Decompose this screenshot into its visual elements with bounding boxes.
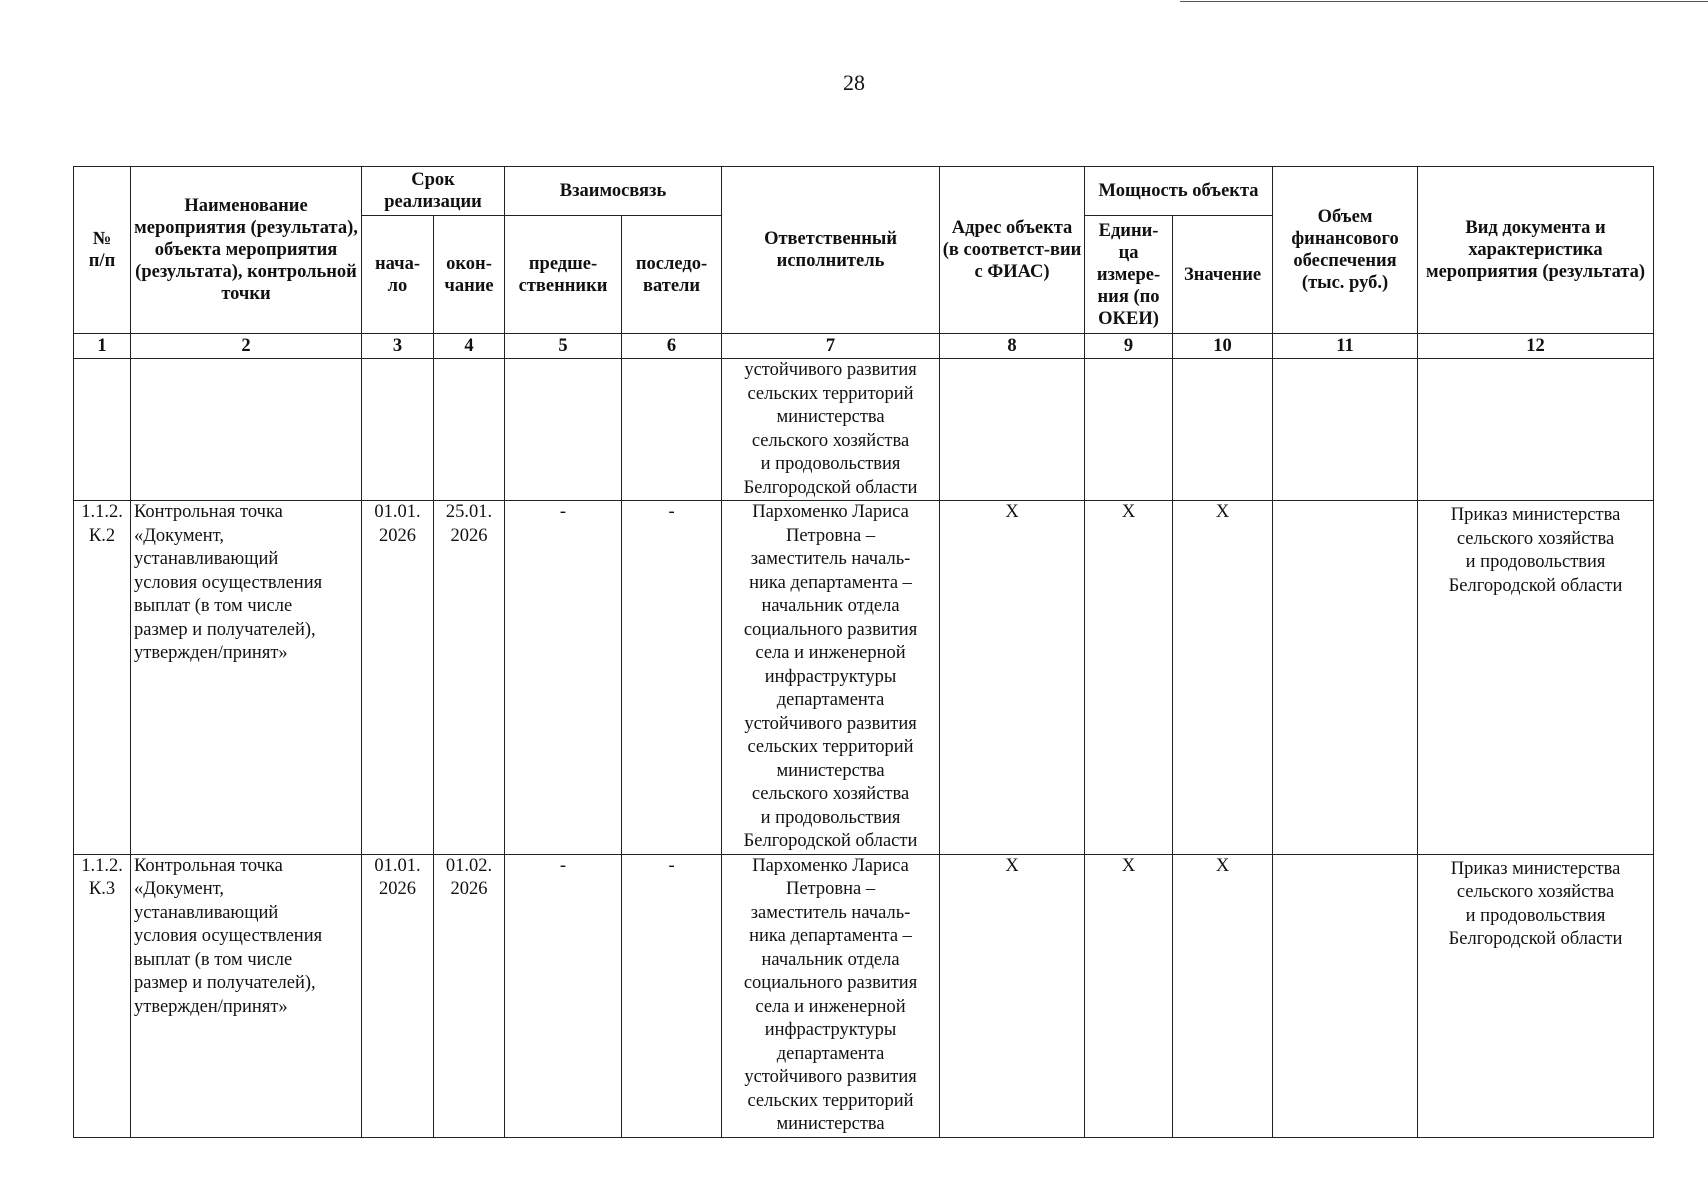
column-number: 4 — [434, 334, 505, 359]
column-number: 3 — [362, 334, 434, 359]
cell-start: 01.01. 2026 — [362, 854, 434, 1137]
cell-executor: Пархоменко Лариса Петровна – заместитель началь- ника департамента – начальник отдела социального развития села и инженерной инфраструктуры департамента устойчивого развития сельских территорий министерства — [722, 854, 940, 1137]
cell-end — [434, 359, 505, 501]
cell-prev: - — [505, 501, 622, 855]
cell-executor: устойчивого развития сельских территорий министерства сельского хозяйства и продовольствия Белгородской области — [722, 359, 940, 501]
cell-doc: Приказ министерства сельского хозяйства и продовольствия Белгородской области — [1418, 501, 1654, 855]
plan-table — [73, 166, 1654, 1138]
table-row — [74, 501, 1654, 855]
column-number: 9 — [1085, 334, 1173, 359]
cell-num: 1.1.2. К.2 — [74, 501, 131, 855]
column-number: 11 — [1273, 334, 1418, 359]
table-row — [74, 359, 1654, 501]
column-number: 2 — [131, 334, 362, 359]
cell-start: 01.01. 2026 — [362, 501, 434, 855]
header-num: № п/п — [74, 167, 131, 334]
header-term-end: окон- чание — [434, 216, 505, 334]
cell-finance — [1273, 359, 1418, 501]
column-number: 8 — [940, 334, 1085, 359]
table-row — [74, 854, 1654, 1137]
cell-end: 25.01. 2026 — [434, 501, 505, 855]
header-capacity: Мощность объекта — [1085, 167, 1273, 216]
header-relation: Взаимосвязь — [505, 167, 722, 216]
cell-end: 01.02. 2026 — [434, 854, 505, 1137]
cell-value — [1173, 359, 1273, 501]
cell-address — [940, 359, 1085, 501]
header-term-start: нача- ло — [362, 216, 434, 334]
cell-num — [74, 359, 131, 501]
column-number: 6 — [622, 334, 722, 359]
table-header — [74, 167, 1654, 334]
cell-doc — [1418, 359, 1654, 501]
column-number: 5 — [505, 334, 622, 359]
cell-finance — [1273, 501, 1418, 855]
cell-doc: Приказ министерства сельского хозяйства и продовольствия Белгородской области — [1418, 854, 1654, 1137]
header-address: Адрес объекта (в соответст-вии с ФИАС) — [940, 167, 1085, 334]
cell-address: Х — [940, 501, 1085, 855]
header-name: Наименование мероприятия (результата), объекта мероприятия (результата), контрольной точки — [131, 167, 362, 334]
column-number: 1 — [74, 334, 131, 359]
cell-name: Контрольная точка «Документ, устанавливающий условия осуществления выплат (в том числе размер и получателей), утвержден/принят» — [131, 501, 362, 855]
cell-unit — [1085, 359, 1173, 501]
cell-name — [131, 359, 362, 501]
cell-value: Х — [1173, 854, 1273, 1137]
header-relation-prev: предше- ственники — [505, 216, 622, 334]
cell-unit: Х — [1085, 501, 1173, 855]
cell-num: 1.1.2. К.3 — [74, 854, 131, 1137]
cell-finance — [1273, 854, 1418, 1137]
column-number-row — [74, 334, 1654, 359]
column-number: 10 — [1173, 334, 1273, 359]
header-capacity-value: Значение — [1173, 216, 1273, 334]
header-finance: Объем финансового обеспечения (тыс. руб.) — [1273, 167, 1418, 334]
cell-unit: Х — [1085, 854, 1173, 1137]
cell-address: Х — [940, 854, 1085, 1137]
column-number: 7 — [722, 334, 940, 359]
cell-name: Контрольная точка «Документ, устанавливающий условия осуществления выплат (в том числе размер и получателей), утвержден/принят» — [131, 854, 362, 1137]
cell-next: - — [622, 501, 722, 855]
cell-prev — [505, 359, 622, 501]
cell-next: - — [622, 854, 722, 1137]
cell-prev: - — [505, 854, 622, 1137]
header-doc-type: Вид документа и характеристика мероприятия (результата) — [1418, 167, 1654, 334]
column-number: 12 — [1418, 334, 1654, 359]
header-relation-next: последо- ватели — [622, 216, 722, 334]
top-edge-line — [1180, 1, 1708, 2]
cell-start — [362, 359, 434, 501]
cell-executor: Пархоменко Лариса Петровна – заместитель началь- ника департамента – начальник отдела социального развития села и инженерной инфраструктуры департамента устойчивого развития сельских территорий министерства сельского хозяйства и продовольствия Белгородской области — [722, 501, 940, 855]
header-executor: Ответственный исполнитель — [722, 167, 940, 334]
header-capacity-unit: Едини- ца измере- ния (по ОКЕИ) — [1085, 216, 1173, 334]
header-term: Срок реализации — [362, 167, 505, 216]
cell-value: Х — [1173, 501, 1273, 855]
page-number: 28 — [843, 70, 865, 95]
cell-next — [622, 359, 722, 501]
